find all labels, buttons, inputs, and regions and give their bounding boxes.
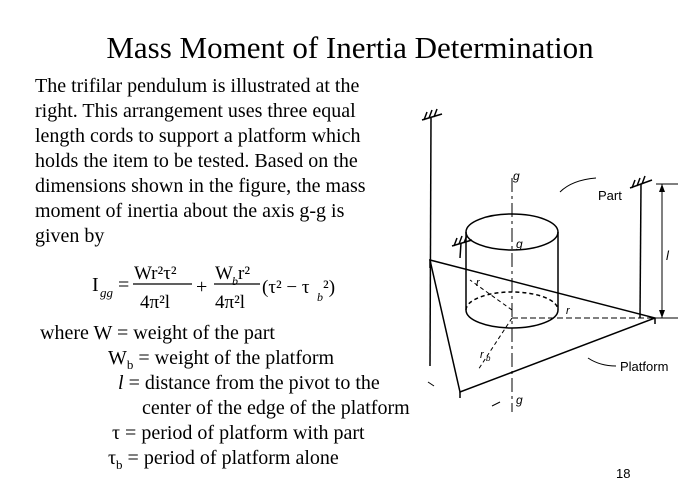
formula-plus: + (196, 276, 208, 298)
intro-line: moment of inertia about the axis g-g is (35, 200, 345, 222)
formula-paren-close: ²) (323, 277, 336, 298)
intro-line: dimensions shown in the figure, the mass (35, 175, 366, 197)
formula-denominator-1: 4π²l (140, 292, 171, 313)
page-number: 18 (616, 466, 631, 481)
ceiling-support-left (422, 109, 442, 120)
intro-paragraph (35, 74, 415, 249)
taub-subscript: b (116, 457, 123, 472)
definition-tau (112, 421, 365, 446)
w-description: = weight of the part (117, 322, 275, 344)
wb-symbol: W (108, 347, 127, 369)
wb-description: = weight of the platform (138, 347, 335, 369)
definition-taub (108, 446, 339, 477)
formula-lhs: I (92, 274, 99, 296)
label-g-mid: g (516, 237, 523, 251)
label-rb: r (480, 349, 484, 361)
formula-numerator-2-rest: r² (238, 263, 251, 284)
formula-denominator-2: 4π²l (215, 292, 246, 313)
definition-l (118, 371, 380, 396)
ceiling-support-middle (452, 235, 472, 246)
cord-left (430, 118, 431, 366)
where-label: where (40, 322, 89, 344)
wb-subscript: b (126, 357, 134, 372)
label-g-top: g (513, 169, 520, 183)
l-symbol: l (118, 372, 124, 394)
taub-symbol: τ (108, 447, 117, 469)
platform-leader (588, 358, 616, 366)
intro-line: length cords to support a platform which (35, 125, 361, 147)
taub-description: = period of platform alone (127, 447, 339, 469)
label-r-platform: r (566, 305, 570, 317)
tau-symbol: τ (112, 422, 121, 444)
formula-numerator-1: Wr²τ² (134, 263, 177, 284)
label-platform: Platform (620, 359, 669, 374)
intro-line: holds the item to be tested. Based on the (35, 150, 358, 172)
trifilar-pendulum-figure (400, 100, 700, 430)
label-rb-sub: b (486, 354, 491, 363)
w-symbol: W (93, 322, 113, 344)
cord-middle (460, 243, 461, 258)
label-g-bottom: g (516, 393, 523, 407)
slide-title: Mass Moment of Inertia Determination (106, 30, 594, 65)
cord-right (640, 184, 641, 318)
intro-line: The trifilar pendulum is illustrated at the (35, 75, 360, 97)
inertia-formula (70, 253, 360, 323)
definition-w (40, 321, 275, 346)
formula-lhs-sub: gg (100, 285, 113, 300)
formula-numerator-2: W (215, 263, 233, 284)
definition-l-continued (142, 396, 410, 421)
formula-equals: = (118, 274, 130, 296)
formula-paren-sub: b (317, 290, 323, 304)
l-description: = distance from the pivot to the (128, 372, 380, 394)
part-leader (560, 178, 596, 192)
label-l: l (666, 248, 669, 263)
intro-line: given by (35, 225, 105, 247)
formula-paren: (τ² − τ (262, 277, 310, 298)
tau-description: = period of platform with part (125, 422, 365, 444)
formula-numerator-2-sub: b (232, 274, 238, 288)
l-description-continued: center of the edge of the platform (142, 397, 410, 419)
label-part: Part (598, 188, 622, 203)
intro-line: right. This arrangement uses three equal (35, 100, 356, 122)
label-r-cylinder: r (476, 277, 480, 289)
